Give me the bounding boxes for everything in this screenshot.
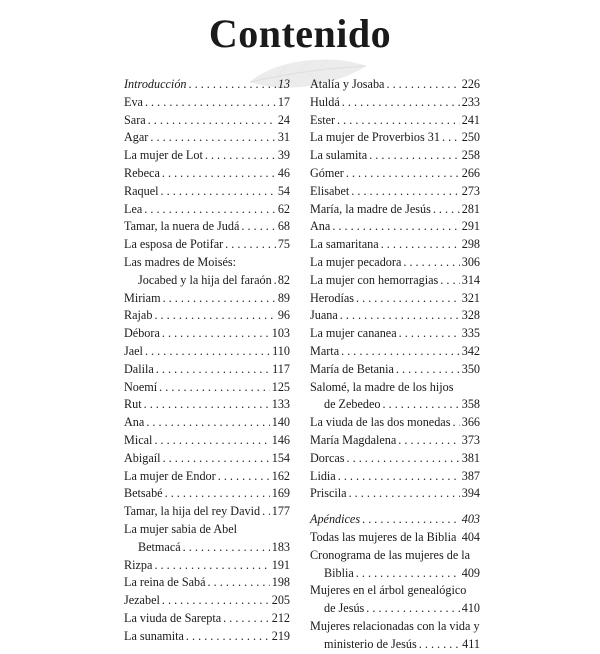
toc-entry-page: 17 [277,94,290,109]
dot-leader [162,325,270,343]
toc-entry-title: Rut [124,397,142,412]
dot-leader [337,112,460,130]
toc-entry-page: 68 [277,219,290,234]
toc-entry[interactable] [310,129,480,147]
toc-entry-title: Mical [124,432,153,447]
toc-entry-title: La reina de Sabá [124,575,206,590]
toc-entry[interactable] [310,343,480,361]
toc-entry[interactable] [310,582,480,618]
toc-entry[interactable] [310,450,480,468]
dot-leader [205,147,276,165]
toc-entry-page: 212 [271,610,290,625]
toc-entry[interactable] [124,557,290,575]
toc-entry-page: 110 [272,343,290,358]
toc-entry-title: La viuda de las dos monedas [310,415,451,430]
toc-entry-title: La mujer de Lot [124,148,203,163]
toc-entry-title: Herodías [310,290,354,305]
toc-entry-page: 140 [271,415,290,430]
toc-entry-title-line2: ministerio de Jesús [324,636,417,651]
dot-leader [165,485,270,503]
toc-entry-title: Raquel [124,183,159,198]
toc-entry-page: 342 [461,343,480,358]
toc-entry-title: Betsabé [124,486,163,501]
toc-entry-title: La mujer cananea [310,326,397,341]
dot-leader [341,343,460,361]
dot-leader [369,147,460,165]
dot-leader [362,511,460,529]
toc-entry-title: Marta [310,343,340,358]
toc-entry-title: Eva [124,94,143,109]
dot-leader [340,307,460,325]
dot-leader [161,183,276,201]
dot-leader [154,432,269,450]
toc-entry[interactable] [124,628,290,646]
toc-entry-page: 350 [461,361,480,376]
toc-entry[interactable] [124,592,290,610]
toc-entry[interactable] [124,485,290,503]
toc-entry[interactable] [124,361,290,379]
toc-entry-page: 258 [461,148,480,163]
dot-leader [145,94,276,112]
toc-entry[interactable] [310,201,480,219]
toc-entry[interactable] [310,325,480,343]
toc-entry-page: 381 [461,450,480,465]
dot-leader [338,468,460,486]
toc-entry-page: 358 [461,397,480,412]
toc-entry-page: 403 [461,512,480,527]
toc-entry[interactable] [310,485,480,503]
toc-entry[interactable] [310,468,480,486]
toc-entry-title-line1: Las madres de Moisés: [124,254,237,269]
toc-entry-page: 169 [271,486,290,501]
dot-leader [383,396,460,414]
toc-entry[interactable] [124,201,290,219]
toc-entry-title: Débora [124,326,160,341]
toc-entry[interactable] [124,254,290,290]
toc-entry-title-line2: Jocabed y la hija del faraón [138,272,272,287]
toc-entry-title: Lidia [310,468,336,483]
toc-entry-title: Sara [124,112,146,127]
dot-leader [156,361,270,379]
toc-entry-title: Elisabet [310,183,350,198]
dot-leader [150,129,275,147]
toc-entry[interactable] [124,76,290,94]
toc-entry-page: 82 [277,272,290,287]
dot-leader [218,468,270,486]
dot-leader [433,201,460,219]
toc-entry[interactable] [124,112,290,130]
toc-entry[interactable] [310,183,480,201]
toc-entry-title: Ester [310,112,336,127]
dot-leader [440,272,459,290]
toc-entry[interactable] [124,610,290,628]
toc-entry-title: La mujer pecadora [310,254,402,269]
toc-entry[interactable] [310,414,480,432]
dot-leader [342,94,460,112]
toc-right-column [310,76,480,654]
toc-entry-page: 366 [461,415,480,430]
toc-entry-page: 146 [271,432,290,447]
dot-leader [241,218,275,236]
dot-leader [159,379,270,397]
toc-entry-page: 103 [271,326,290,341]
toc-left-column [124,76,290,646]
toc-entry[interactable] [310,165,480,183]
toc-entry-page: 89 [277,290,290,305]
toc-entry-page: 31 [277,130,290,145]
toc-entry-page: 241 [461,112,480,127]
toc-entry-title-line2: Betmacá [138,539,181,554]
toc-entry-page: 314 [461,272,480,287]
dot-leader [419,636,460,654]
toc-entry[interactable] [310,254,480,272]
toc-entry[interactable] [310,307,480,325]
toc-entry-page: 154 [271,450,290,465]
toc-entry-page: 39 [277,148,290,163]
toc-entry-title: Todas las mujeres de la Biblia [310,529,457,544]
toc-entry-title: La mujer de Proverbios 31 [310,130,440,145]
toc-entry-page: 335 [461,326,480,341]
toc-entry-page: 191 [271,557,290,572]
toc-entry[interactable] [124,94,290,112]
toc-entry-page: 183 [271,539,290,554]
toc-entry[interactable] [310,236,480,254]
toc-entry[interactable] [124,147,290,165]
toc-entry[interactable] [310,511,480,529]
page-title: Contenido [208,11,392,56]
toc-entry[interactable] [310,547,480,583]
dot-leader [163,290,276,308]
toc-entry[interactable] [124,503,290,521]
toc-entry-title: Abigaíl [124,450,161,465]
toc-entry-title: La mujer de Endor [124,468,216,483]
toc-entry[interactable] [124,521,290,557]
toc-entry-title: La viuda de Sarepta [124,610,222,625]
toc-entry-page: 125 [271,379,290,394]
toc-entry[interactable] [124,218,290,236]
toc-entry-title: Atalía y Josaba [310,77,385,91]
dot-leader [183,539,270,557]
toc-entry-title: Agar [124,130,149,145]
toc-entry[interactable] [310,529,480,547]
toc-entry-title: Rebeca [124,165,160,180]
toc-entry-page: 162 [271,468,290,483]
dot-leader [148,112,276,130]
toc-entry-page: 328 [461,308,480,323]
toc-entry-title: Ana [124,415,145,430]
toc-entry-title-line2: Biblia [324,565,354,580]
dot-leader [452,414,459,432]
dot-leader [163,450,270,468]
section-gap [310,503,480,511]
toc-entry-title-line1: Mujeres en el árbol genealógico [310,583,467,598]
toc-entry-page: 281 [461,201,480,216]
dot-leader [162,165,276,183]
toc-entry-page: 177 [271,504,290,519]
toc-entry-page: 62 [277,201,290,216]
toc-entry-title: Tamar, la hija del rey David [124,504,261,519]
toc-entry[interactable] [124,290,290,308]
toc-entry-page: 266 [461,165,480,180]
toc-entry-title: Ana [310,219,331,234]
toc-entry-title: Jael [124,343,143,358]
toc-entry[interactable] [124,379,290,397]
toc-entry[interactable] [124,450,290,468]
toc-entry-title: La esposa de Potifar [124,237,224,252]
toc-entry[interactable] [310,379,480,415]
toc-entry[interactable] [310,272,480,290]
toc-entry-title: María de Betania [310,361,394,376]
toc-entry[interactable] [124,574,290,592]
dot-leader [347,450,460,468]
dot-leader [146,414,269,432]
toc-entry-title: Apéndices [310,512,361,527]
toc-entry[interactable] [310,290,480,308]
toc-entry[interactable] [124,414,290,432]
toc-entry-title: Noemí [124,379,158,394]
dot-leader [386,76,459,94]
toc-entry-title-line1: Salomé, la madre de los hijos [310,379,454,394]
dot-leader [381,236,460,254]
toc-entry-page: 298 [461,237,480,252]
toc-entry-title: María, la madre de Jesús [310,201,431,216]
toc-entry-title: Miriam [124,290,161,305]
toc-entry-page: 75 [277,237,290,252]
dot-leader [399,325,460,343]
toc-entry-title: Dalila [124,361,154,376]
dot-leader [398,432,459,450]
toc-entry-title-line1: Mujeres relacionadas con la vida y [310,618,480,633]
toc-entry-title: Huldá [310,94,340,109]
toc-entry[interactable] [124,165,290,183]
toc-entry-page: 411 [462,636,480,651]
toc-entry[interactable] [124,183,290,201]
toc-entry[interactable] [310,432,480,450]
toc-entry[interactable] [310,94,480,112]
toc-entry[interactable] [310,218,480,236]
toc-entry-page: 46 [277,165,290,180]
toc-entry-title: Dorcas [310,450,345,465]
dot-leader [396,361,460,379]
dot-leader [346,165,460,183]
toc-entry-page: 24 [277,112,290,127]
toc-entry-title: La mujer con hemorragias [310,272,439,287]
toc-entry-title-line2: de Zebedeo [324,397,381,412]
toc-entry-page: 409 [461,565,480,580]
toc-entry-page: 96 [277,308,290,323]
dot-leader [225,236,276,254]
toc-entry-page: 404 [461,529,480,544]
dot-leader [366,600,459,618]
dot-leader [154,307,275,325]
toc-entry-title: Lea [124,201,143,216]
toc-entry-page: 54 [277,183,290,198]
toc-entry-page: 117 [272,361,290,376]
toc-entry[interactable] [310,618,480,654]
dot-leader [144,396,270,414]
dot-leader [208,574,270,592]
dot-leader [356,290,460,308]
dot-leader [332,218,459,236]
toc-entry-page: 321 [461,290,480,305]
toc-entry-page: 410 [461,601,480,616]
toc-entry[interactable] [310,112,480,130]
dot-leader [186,628,270,646]
toc-entry-page: 306 [461,254,480,269]
toc-entry-page: 250 [461,130,480,145]
dot-leader [189,76,276,94]
dot-leader [144,201,276,219]
toc-entry-title: María Magdalena [310,432,397,447]
dot-leader [356,565,460,583]
toc-entry[interactable] [124,432,290,450]
toc-entry-page: 373 [461,432,480,447]
toc-entry-title: Gómer [310,165,344,180]
dot-leader [351,183,459,201]
toc-entry-page: 133 [271,397,290,412]
toc-entry[interactable] [124,343,290,361]
toc-entry-page: 198 [271,575,290,590]
toc-entry[interactable] [310,76,480,94]
toc-entry-page: 387 [461,468,480,483]
dot-leader [223,610,270,628]
toc-entry-page: 233 [461,94,480,109]
toc-entry-title: Tamar, la nuera de Judá [124,219,240,234]
toc-entry-title: Rizpa [124,557,153,572]
toc-entry-page: 394 [461,486,480,501]
dot-leader [349,485,460,503]
toc-entry[interactable] [124,236,290,254]
toc-entry-title: La sulamita [310,148,368,163]
toc-entry-page: 226 [461,77,480,91]
toc-entry[interactable] [124,307,290,325]
toc-entry-page: 13 [277,77,290,91]
toc-entry-title: Juana [310,308,338,323]
toc-entry[interactable] [124,468,290,486]
toc-entry[interactable] [124,129,290,147]
dot-leader [145,343,270,361]
toc-entry-page: 291 [461,219,480,234]
toc-entry-page: 273 [461,183,480,198]
dot-leader [154,557,269,575]
toc-entry-title-line1: La mujer sabia de Abel [124,521,238,536]
toc-entry-page: 205 [271,593,290,608]
toc-entry-page: 219 [271,628,290,643]
toc-entry[interactable] [310,361,480,379]
toc-entry[interactable] [310,147,480,165]
toc-entry-title: La sunamita [124,628,184,643]
toc-entry-title-line1: Cronograma de las mujeres de la [310,547,471,562]
toc-entry-title: Priscila [310,486,347,501]
toc-entry-title: Rajab [124,308,153,323]
toc-entry-title-line2: de Jesús [324,601,365,616]
toc-entry-title: La samaritana [310,237,379,252]
dot-leader [274,272,276,290]
toc-entry-title: Introducción [124,77,187,91]
toc-entry[interactable] [124,325,290,343]
dot-leader [262,503,270,521]
dot-leader [442,129,460,147]
toc-entry-title: Jezabel [124,593,160,608]
toc-entry[interactable] [124,396,290,414]
dot-leader [403,254,459,272]
dot-leader [162,592,270,610]
